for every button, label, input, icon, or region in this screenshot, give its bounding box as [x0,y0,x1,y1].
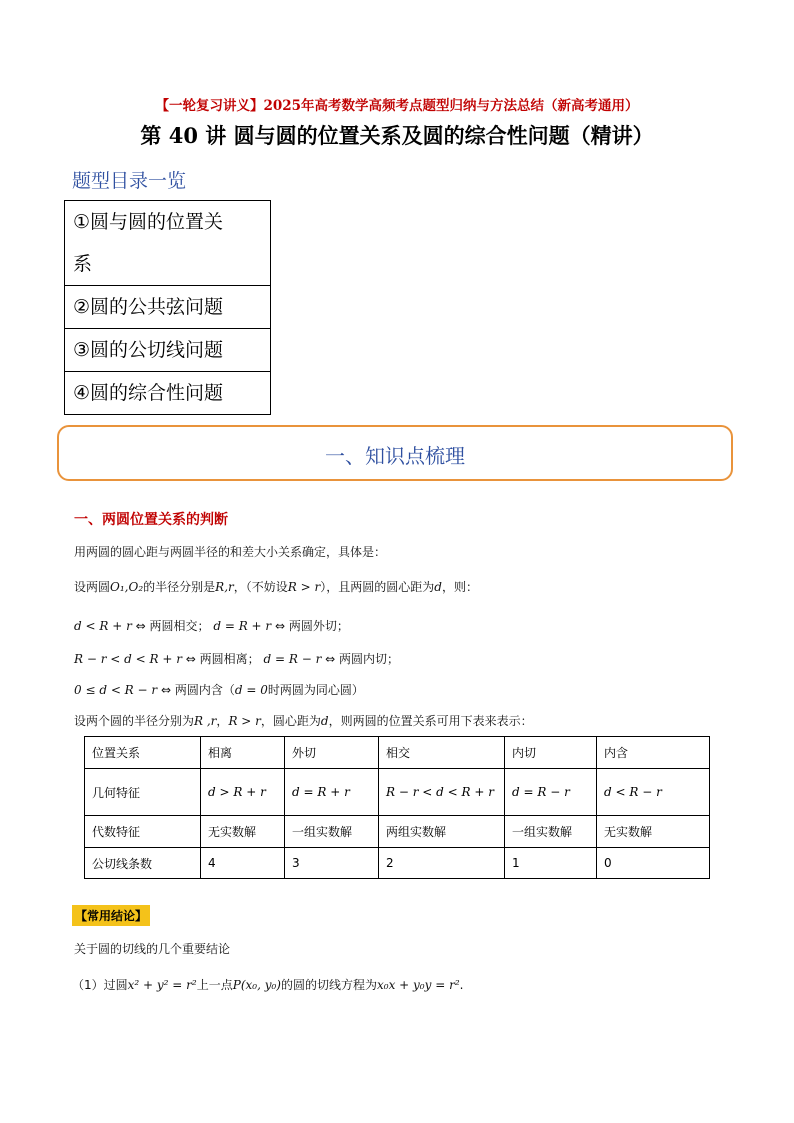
table-cell: d > R + r [201,769,285,816]
text-span: ，则： [441,580,478,594]
toc-table [64,200,271,415]
table-cell: 相离 [201,737,285,769]
math-span: d = R − r [263,652,322,666]
text-line [74,712,533,729]
toc-item-text: ①圆与圆的位置关 [73,211,224,233]
math-span: d [320,714,329,728]
math-span: R > r [228,714,261,728]
text-span: （1）过圆 [72,978,128,992]
toc-heading: 题型目录一览 [72,170,187,192]
table-cell: 内含 [597,737,710,769]
math-span: d = R + r [213,619,272,633]
math-span: R > r [287,580,321,594]
text-span: ， [216,714,229,728]
math-span: R ,r [194,714,217,728]
relation-table [84,736,710,879]
table-cell: 3 [285,848,379,879]
table-cell: 一组实数解 [285,816,379,848]
text-span: . [459,978,464,992]
text-span: ，（不妨设 [233,580,288,594]
text-span: 的半径分别是 [143,580,216,594]
text-span: ⇔ 两圆内切； [321,652,399,666]
section-title: 一、知识点梳理 [325,444,465,468]
text-line [72,976,463,993]
conclusion-tag: 【常用结论】 [72,905,150,926]
table-cell: 公切线条数 [85,848,201,879]
text-line: 用两圆的圆心距与两圆半径的和差大小关系确定，具体是： [74,545,387,559]
toc-cell [65,201,271,286]
table-cell: 一组实数解 [505,816,597,848]
math-span: x² + y² = r² [127,978,197,992]
table-cell: d < R − r [597,769,710,816]
text-line [74,681,364,698]
text-span: 设两个圆的半径分别为 [74,714,195,728]
table-row [85,737,710,769]
math-span: d < R + r [74,619,132,633]
math-span: P(x₀, y₀) [232,978,281,992]
table-cell: 相交 [379,737,505,769]
text-span: ，圆心距为 [260,714,321,728]
table-row [85,816,710,848]
toc-item-text: 系 [73,253,93,275]
toc-item-text: ②圆的公共弦问题 [65,286,271,329]
page-title: 第 40 讲 圆与圆的位置关系及圆的综合性问题（精讲） [140,123,654,148]
table-cell: 4 [201,848,285,879]
text-line [74,650,399,667]
table-row [85,848,710,879]
table-row [85,769,710,816]
table-cell: 1 [505,848,597,879]
doc-header: 【一轮复习讲义】2025年高考数学高频考点题型归纳与方法总结（新高考通用） [155,98,639,114]
table-cell: d = R + r [285,769,379,816]
toc-item [65,286,271,329]
toc-item [65,372,271,415]
text-span: ），且两圆的圆心距为 [320,580,435,594]
table-cell: R − r < d < R + r [379,769,505,816]
toc-item [65,201,271,286]
table-cell: 两组实数解 [379,816,505,848]
table-cell: 位置关系 [85,737,201,769]
math-span: 0 ≤ d < R − r [74,683,158,697]
table-cell: 几何特征 [85,769,201,816]
toc-item-text: ③圆的公切线问题 [65,329,271,372]
text-span: ，则两圆的位置关系可用下表来表示： [328,714,533,728]
text-line [74,578,478,595]
math-span: R − r < d < R + r [74,652,182,666]
text-line: 关于圆的切线的几个重要结论 [74,942,231,956]
math-span: O₁,O₂ [110,580,144,594]
table-cell: 无实数解 [201,816,285,848]
math-span: x₀x + y₀y = r² [377,978,460,992]
table-cell: 0 [597,848,710,879]
text-span: ⇔ 两圆相交； [131,619,210,633]
math-span: d = 0 [234,683,268,697]
table-cell: 内切 [505,737,597,769]
text-span: ⇔ 两圆内含（ [157,683,235,697]
text-span: 设两圆 [74,580,111,594]
table-cell: 无实数解 [597,816,710,848]
table-cell: 2 [379,848,505,879]
text-span: ⇔ 两圆外切； [271,619,349,633]
subsection-heading: 一、两圆位置关系的判断 [74,512,228,528]
table-cell: 外切 [285,737,379,769]
text-span: 的圆的切线方程为 [280,978,377,992]
table-cell: d = R − r [505,769,597,816]
table-cell: 代数特征 [85,816,201,848]
text-span: 时两圆为同心圆） [267,683,364,697]
text-span: ⇔ 两圆相离； [181,652,260,666]
text-span: 上一点 [196,978,233,992]
text-line [74,617,349,634]
toc-item-text: ④圆的综合性问题 [65,372,271,415]
math-span: d [434,580,442,594]
toc-item [65,329,271,372]
math-span: R,r [215,580,234,594]
